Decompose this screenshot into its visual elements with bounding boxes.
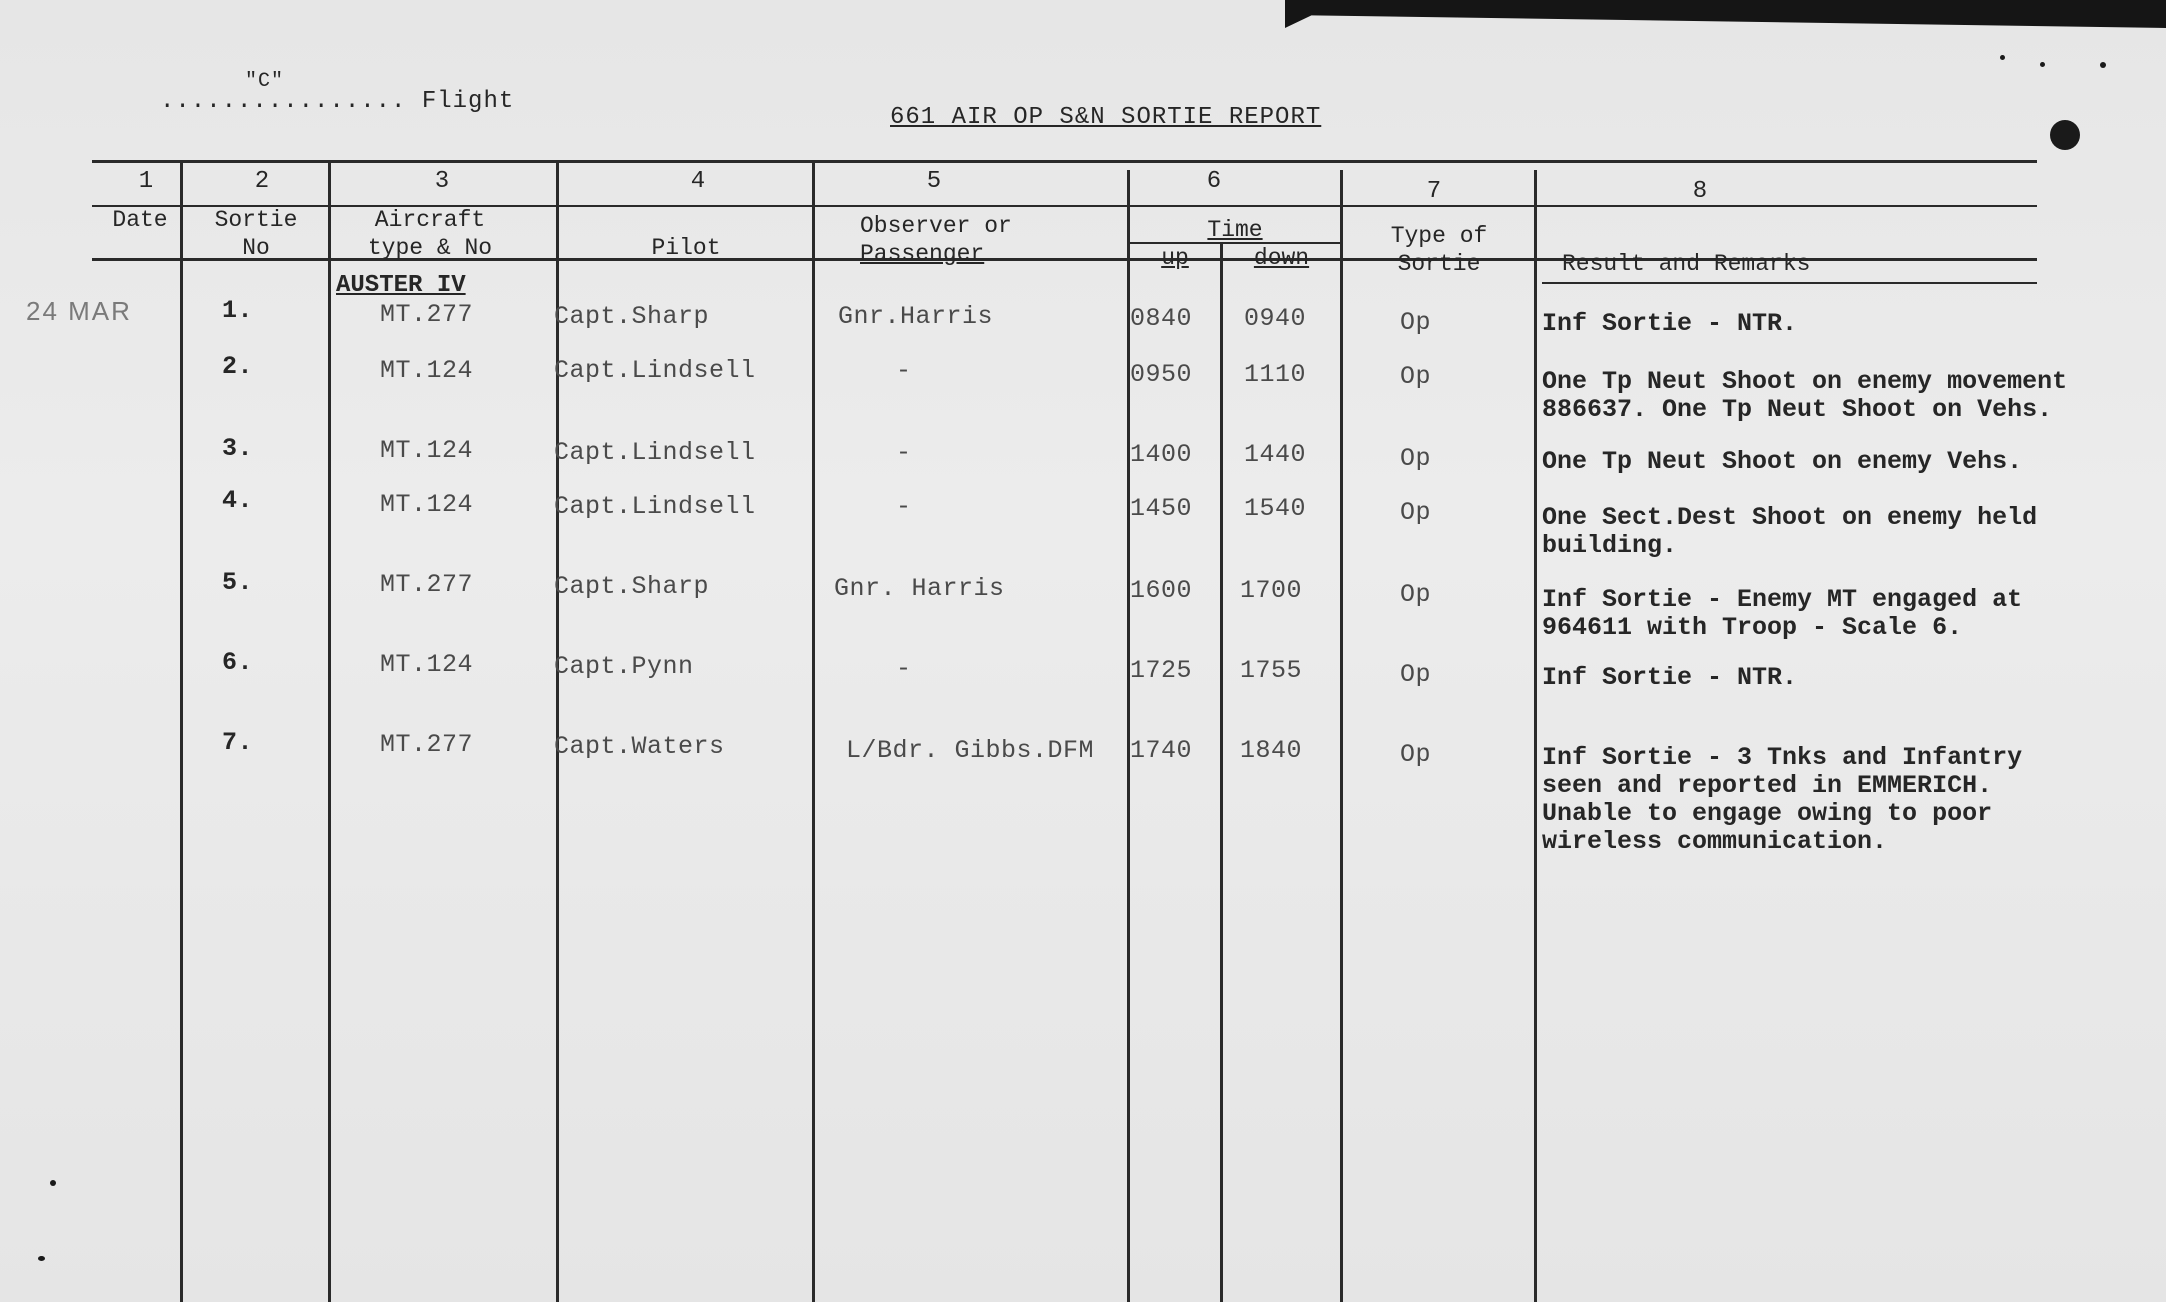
- header-aircraft: [332, 206, 528, 262]
- header-date: Date: [112, 207, 168, 233]
- observer: Gnr. Harris: [834, 574, 1005, 603]
- remark-line: Unable to engage owing to poor: [1542, 799, 1993, 828]
- remarks: [1542, 504, 2037, 560]
- remark-line: 964611 with Troop - Scale 6.: [1542, 613, 1963, 642]
- time-down: 1540: [1244, 494, 1307, 523]
- sortie-no: 5.: [222, 568, 254, 597]
- observer: -: [896, 654, 912, 683]
- time-down: 0940: [1244, 304, 1307, 333]
- flight-text: ................ Flight: [160, 88, 515, 115]
- col-num-5: 5: [926, 168, 942, 195]
- speck: [50, 1180, 56, 1186]
- col-divider-7: [1534, 170, 1537, 1302]
- speck: [2040, 62, 2045, 67]
- sortie-no: 6.: [222, 648, 254, 677]
- col-num-6: 6: [1206, 168, 1222, 195]
- remark-line: Inf Sortie - NTR.: [1542, 309, 1798, 338]
- sortie-no: 4.: [222, 486, 254, 515]
- pilot: Capt.Lindsell: [554, 356, 756, 385]
- header-time-up: up: [1161, 245, 1189, 271]
- pilot: Capt.Lindsell: [554, 438, 756, 467]
- remark-line: wireless communication.: [1542, 827, 1888, 856]
- header-type-line-2: Sortie: [1397, 251, 1481, 277]
- table-top-rule: [92, 160, 2037, 163]
- observer: L/Bdr. Gibbs.DFM: [846, 736, 1095, 765]
- col-num-1: 1: [138, 168, 154, 195]
- header-observer-line-1: Observer or: [860, 213, 1012, 239]
- remark-line: Inf Sortie - Enemy MT engaged at: [1542, 585, 2023, 614]
- col-divider-4: [812, 160, 815, 1302]
- time-down: 1440: [1244, 440, 1307, 469]
- aircraft-no: MT.124: [380, 650, 474, 679]
- aircraft-no: MT.277: [380, 730, 474, 759]
- observer: -: [896, 438, 912, 467]
- aircraft-no: MT.124: [380, 436, 474, 465]
- sortie-type: Op: [1400, 580, 1432, 609]
- header-sortie-no: [184, 206, 328, 262]
- time-down: 1110: [1244, 360, 1307, 389]
- col-num-3: 3: [434, 168, 450, 195]
- remarks-rule: [1542, 282, 2037, 284]
- sortie-no: 2.: [222, 352, 254, 381]
- time-up: 1400: [1130, 440, 1193, 469]
- speck: [38, 1256, 45, 1261]
- flight-label: [160, 70, 515, 115]
- time-down: 1755: [1240, 656, 1303, 685]
- col-divider-2: [328, 160, 331, 1302]
- time-up: 1450: [1130, 494, 1193, 523]
- aircraft-type: AUSTER IV: [336, 272, 466, 299]
- sortie-type: Op: [1400, 308, 1432, 337]
- header-aircraft-line-2: type & No: [367, 235, 493, 261]
- col-divider-1: [180, 160, 183, 1302]
- aircraft-no: MT.277: [380, 300, 474, 329]
- col-num-8: 8: [1692, 178, 1708, 205]
- time-up: 1600: [1130, 576, 1193, 605]
- pilot: Capt.Sharp: [554, 302, 710, 331]
- header-aircraft-line-1: Aircraft: [374, 207, 486, 233]
- remarks: [1542, 664, 1797, 692]
- pilot: Capt.Lindsell: [554, 492, 756, 521]
- aircraft-no: MT.124: [380, 356, 474, 385]
- remarks: [1542, 310, 1797, 338]
- col-divider-6: [1340, 170, 1343, 1302]
- remark-line: 886637. One Tp Neut Shoot on Vehs.: [1542, 395, 2053, 424]
- observer: Gnr.Harris: [838, 302, 994, 331]
- aircraft-no: MT.124: [380, 490, 474, 519]
- sortie-no: 1.: [222, 296, 254, 325]
- remarks: [1542, 448, 2022, 476]
- col-num-4: 4: [690, 168, 706, 195]
- report-title: 661 AIR OP S&N SORTIE REPORT: [890, 104, 1322, 131]
- header-type-line-1: Type of: [1390, 223, 1488, 249]
- remark-line: One Sect.Dest Shoot on enemy held: [1542, 503, 2038, 532]
- header-sortie-line-2: No: [242, 235, 270, 261]
- pilot: Capt.Waters: [554, 732, 725, 761]
- time-down: 1840: [1240, 736, 1303, 765]
- col-num-7: 7: [1426, 178, 1442, 205]
- sortie-type: Op: [1400, 660, 1432, 689]
- time-up: 0950: [1130, 360, 1193, 389]
- remark-line: One Tp Neut Shoot on enemy Vehs.: [1542, 447, 2023, 476]
- flight-letter: "C": [245, 70, 285, 93]
- aircraft-no: MT.277: [380, 570, 474, 599]
- speck: [2000, 55, 2005, 60]
- remark-line: seen and reported in EMMERICH.: [1542, 771, 1993, 800]
- remark-line: Inf Sortie - 3 Tnks and Infantry: [1542, 743, 2023, 772]
- pilot: Capt.Sharp: [554, 572, 710, 601]
- sortie-type: Op: [1400, 362, 1432, 391]
- date-stamp: 24 MAR: [26, 296, 132, 326]
- time-divider: [1220, 244, 1223, 1302]
- observer: -: [896, 356, 912, 385]
- sortie-no: 7.: [222, 728, 254, 757]
- torn-edge: [1285, 0, 2166, 28]
- header-time-down: down: [1253, 245, 1310, 271]
- speck: [2100, 62, 2106, 68]
- observer: -: [896, 492, 912, 521]
- sortie-no: 3.: [222, 434, 254, 463]
- header-time: Time: [1207, 217, 1263, 243]
- sortie-type: Op: [1400, 740, 1432, 769]
- time-down: 1700: [1240, 576, 1303, 605]
- remark-line: One Tp Neut Shoot on enemy movement: [1542, 367, 2068, 396]
- header-observer: [816, 212, 1160, 268]
- time-up: 1725: [1130, 656, 1193, 685]
- time-up: 0840: [1130, 304, 1193, 333]
- remark-line: Inf Sortie - NTR.: [1542, 663, 1798, 692]
- col-divider-3: [556, 160, 559, 1302]
- header-type-of-sortie: [1344, 222, 1534, 278]
- punch-hole: [2050, 120, 2080, 150]
- header-observer-line-2: Passenger: [860, 241, 985, 267]
- time-up: 1740: [1130, 736, 1193, 765]
- sortie-type: Op: [1400, 498, 1432, 527]
- remarks: [1542, 744, 2022, 856]
- pilot: Capt.Pynn: [554, 652, 694, 681]
- remark-line: building.: [1542, 531, 1678, 560]
- header-sortie-line-1: Sortie: [214, 207, 298, 233]
- header-pilot: Pilot: [651, 235, 721, 261]
- remarks: [1542, 586, 2022, 642]
- sortie-type: Op: [1400, 444, 1432, 473]
- col-num-2: 2: [254, 168, 270, 195]
- header-result: Result and Remarks: [1562, 251, 1811, 277]
- remarks: [1542, 368, 2067, 424]
